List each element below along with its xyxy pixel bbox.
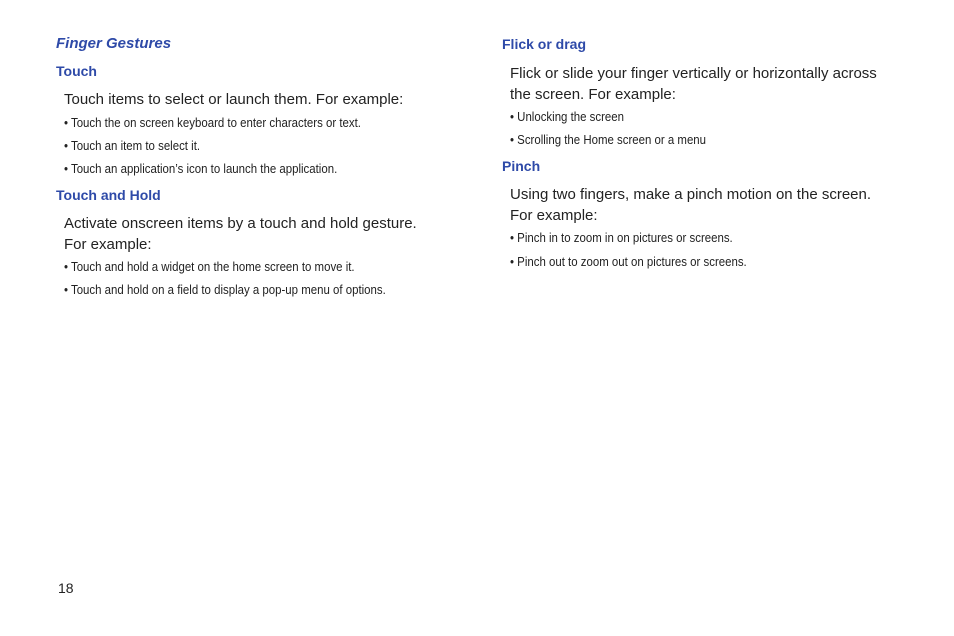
touch-bullet-3: • Touch an application’s icon to launch the application. xyxy=(64,161,338,176)
heading-touch-and-hold: Touch and Hold xyxy=(56,187,161,203)
pinch-bullet-2: • Pinch out to zoom out on pictures or screens. xyxy=(510,254,747,269)
heading-pinch: Pinch xyxy=(502,158,541,174)
heading-flick-or-drag: Flick or drag xyxy=(502,36,587,52)
section-title: Finger Gestures xyxy=(56,35,172,52)
touch-hold-bullet-1: • Touch and hold a widget on the home screen to move it. xyxy=(64,259,355,274)
page-number: 18 xyxy=(58,580,74,596)
pinch-bullet-1: • Pinch in to zoom in on pictures or screens. xyxy=(510,230,733,245)
touch-intro: Touch items to select or launch them. For example: xyxy=(64,91,404,108)
touch-bullet-1: • Touch the on screen keyboard to enter characters or text. xyxy=(64,115,361,130)
flick-bullet-2: • Scrolling the Home screen or a menu xyxy=(510,132,707,147)
touch-bullet-2: • Touch an item to select it. xyxy=(64,138,201,153)
flick-bullet-1: • Unlocking the screen xyxy=(510,109,625,124)
flick-intro: Flick or slide your finger vertically or horizontally across the screen. For example: xyxy=(510,65,877,103)
touch-hold-bullet-2: • Touch and hold on a field to display a pop-up menu of options. xyxy=(64,282,386,297)
heading-touch: Touch xyxy=(56,63,97,79)
touch-hold-intro: Activate onscreen items by a touch and hold gesture. For example: xyxy=(64,215,417,253)
pinch-intro: Using two fingers, make a pinch motion on the screen. For example: xyxy=(510,186,872,224)
